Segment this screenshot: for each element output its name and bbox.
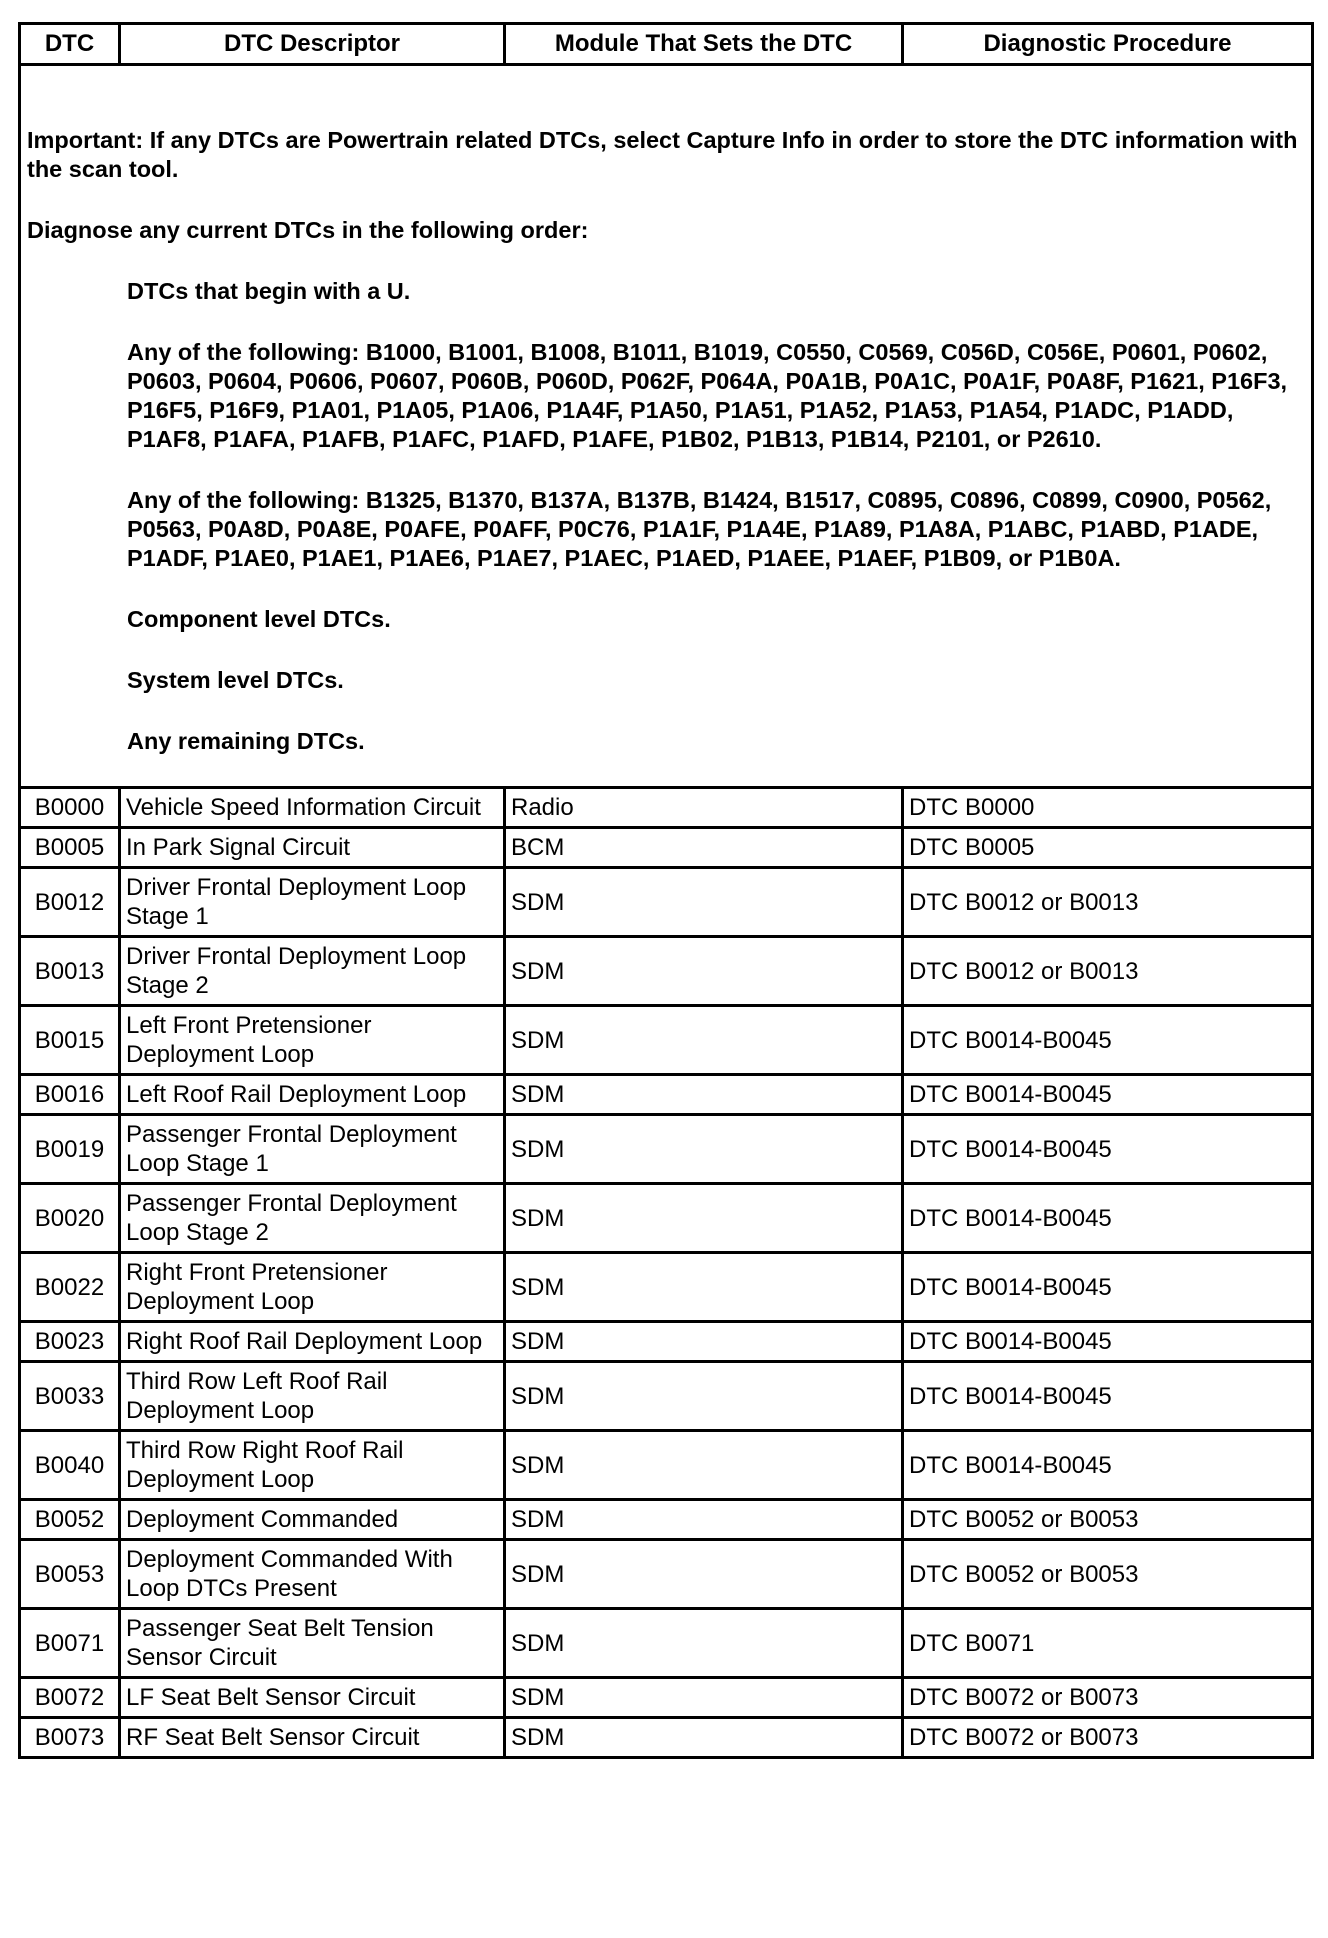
dtc-table [18,22,1314,1759]
dtc-descriptor-cell: RF Seat Belt Sensor Circuit [120,1718,505,1758]
dtc-procedure-cell: DTC B0014-B0045 [903,1006,1313,1075]
dtc-procedure-cell: DTC B0012 or B0013 [903,937,1313,1006]
table-row [20,1322,1313,1362]
dtc-procedure-cell: DTC B0005 [903,828,1313,868]
dtc-descriptor-cell: Passenger Seat Belt Tension Sensor Circuit [120,1609,505,1678]
table-row [20,1718,1313,1758]
header-module: Module That Sets the DTC [505,24,903,65]
dtc-descriptor-cell: LF Seat Belt Sensor Circuit [120,1678,505,1718]
dtc-module-cell: SDM [505,1678,903,1718]
note-cell [20,65,1313,788]
dtc-procedure-cell: DTC B0014-B0045 [903,1253,1313,1322]
dtc-module-cell: SDM [505,1609,903,1678]
dtc-module-cell: SDM [505,1075,903,1115]
dtc-descriptor-cell: Deployment Commanded [120,1500,505,1540]
table-row [20,1006,1313,1075]
dtc-descriptor-cell: Left Front Pretensioner Deployment Loop [120,1006,505,1075]
dtc-procedure-cell: DTC B0014-B0045 [903,1362,1313,1431]
table-row [20,1609,1313,1678]
dtc-descriptor-cell: Right Front Pretensioner Deployment Loop [120,1253,505,1322]
dtc-code-cell: B0013 [20,937,120,1006]
dtc-code-cell: B0019 [20,1115,120,1184]
dtc-module-cell: Radio [505,788,903,828]
dtc-descriptor-cell: Driver Frontal Deployment Loop Stage 1 [120,868,505,937]
dtc-procedure-cell: DTC B0014-B0045 [903,1115,1313,1184]
table-row [20,1115,1313,1184]
order-step: DTCs that begin with a U. [127,278,411,304]
dtc-descriptor-cell: Right Roof Rail Deployment Loop [120,1322,505,1362]
dtc-module-cell: SDM [505,868,903,937]
dtc-code-cell: B0073 [20,1718,120,1758]
table-row [20,1184,1313,1253]
dtc-code-cell: B0000 [20,788,120,828]
dtc-procedure-cell: DTC B0014-B0045 [903,1075,1313,1115]
order-step: System level DTCs. [127,667,344,693]
table-row [20,788,1313,828]
dtc-descriptor-cell: Third Row Left Roof Rail Deployment Loop [120,1362,505,1431]
dtc-code-cell: B0022 [20,1253,120,1322]
table-row [20,828,1313,868]
dtc-code-cell: B0020 [20,1184,120,1253]
note-row [20,65,1313,788]
dtc-code-cell: B0033 [20,1362,120,1431]
diagnose-order-text: Diagnose any current DTCs in the following order: [27,217,589,243]
dtc-procedure-cell: DTC B0071 [903,1609,1313,1678]
dtc-module-cell: SDM [505,1322,903,1362]
table-row [20,1431,1313,1500]
table-row [20,1500,1313,1540]
table-row [20,868,1313,937]
dtc-module-cell: SDM [505,1253,903,1322]
dtc-descriptor-cell: Third Row Right Roof Rail Deployment Loop [120,1431,505,1500]
table-row [20,1075,1313,1115]
dtc-module-cell: SDM [505,937,903,1006]
dtc-rows [20,788,1313,1758]
header-row [20,24,1313,65]
table-row [20,1678,1313,1718]
dtc-descriptor-cell: In Park Signal Circuit [120,828,505,868]
dtc-code-cell: B0053 [20,1540,120,1609]
table-row [20,1253,1313,1322]
dtc-descriptor-cell: Passenger Frontal Deployment Loop Stage 1 [120,1115,505,1184]
dtc-descriptor-cell: Left Roof Rail Deployment Loop [120,1075,505,1115]
dtc-procedure-cell: DTC B0000 [903,788,1313,828]
dtc-code-cell: B0016 [20,1075,120,1115]
dtc-document [18,22,1311,1759]
dtc-code-cell: B0052 [20,1500,120,1540]
dtc-module-cell: SDM [505,1431,903,1500]
dtc-code-cell: B0040 [20,1431,120,1500]
dtc-code-cell: B0072 [20,1678,120,1718]
dtc-code-cell: B0023 [20,1322,120,1362]
dtc-code-cell: B0015 [20,1006,120,1075]
table-row [20,1362,1313,1431]
important-note: Important: If any DTCs are Powertrain related DTCs, select Capture Info in order to store the DTC information with the scan tool. [27,127,1298,182]
dtc-module-cell: BCM [505,828,903,868]
dtc-procedure-cell: DTC B0052 or B0053 [903,1500,1313,1540]
dtc-descriptor-cell: Driver Frontal Deployment Loop Stage 2 [120,937,505,1006]
dtc-procedure-cell: DTC B0072 or B0073 [903,1678,1313,1718]
order-step: Any of the following: B1000, B1001, B1008, B1011, B1019, C0550, C0569, C056D, C056E, P0601, P0602, P0603, P0604, P0606, P0607, P060B, P060D, P062F, P064A, P0A1B, P0A1C, P0A1F, P0A8F, P1621, P16F3, P16F5, P16F9, P1A01, P1A05, P1A06, P1A4F, P1A50, P1A51, P1A52, P1A53, P1A54, P1ADC, P1ADD, P1AF8, P1AFA, P1AFB, P1AFC, P1AFD, P1AFE, P1B02, P1B13, P1B14, P2101, or P2610. [127,339,1288,452]
order-step: Any of the following: B1325, B1370, B137A, B137B, B1424, B1517, C0895, C0896, C0899, C0900, P0562, P0563, P0A8D, P0A8E, P0AFE, P0AFF, P0C76, P1A1F, P1A4E, P1A89, P1A8A, P1ABC, P1ABD, P1ADE, P1ADF, P1AE0, P1AE1, P1AE6, P1AE7, P1AEC, P1AED, P1AEE, P1AEF, P1B09, or P1B0A. [127,487,1272,571]
table-row [20,937,1313,1006]
dtc-module-cell: SDM [505,1718,903,1758]
dtc-procedure-cell: DTC B0072 or B0073 [903,1718,1313,1758]
dtc-module-cell: SDM [505,1540,903,1609]
header-descriptor: DTC Descriptor [120,24,505,65]
order-step: Component level DTCs. [127,606,391,632]
table-row [20,1540,1313,1609]
dtc-procedure-cell: DTC B0014-B0045 [903,1431,1313,1500]
dtc-procedure-cell: DTC B0014-B0045 [903,1322,1313,1362]
header-procedure: Diagnostic Procedure [903,24,1313,65]
dtc-module-cell: SDM [505,1006,903,1075]
dtc-module-cell: SDM [505,1500,903,1540]
dtc-procedure-cell: DTC B0014-B0045 [903,1184,1313,1253]
dtc-code-cell: B0005 [20,828,120,868]
dtc-procedure-cell: DTC B0012 or B0013 [903,868,1313,937]
dtc-procedure-cell: DTC B0052 or B0053 [903,1540,1313,1609]
dtc-module-cell: SDM [505,1115,903,1184]
dtc-module-cell: SDM [505,1362,903,1431]
dtc-descriptor-cell: Deployment Commanded With Loop DTCs Present [120,1540,505,1609]
dtc-module-cell: SDM [505,1184,903,1253]
order-step: Any remaining DTCs. [127,728,365,754]
dtc-code-cell: B0071 [20,1609,120,1678]
dtc-descriptor-cell: Passenger Frontal Deployment Loop Stage 2 [120,1184,505,1253]
dtc-descriptor-cell: Vehicle Speed Information Circuit [120,788,505,828]
dtc-code-cell: B0012 [20,868,120,937]
header-dtc: DTC [20,24,120,65]
